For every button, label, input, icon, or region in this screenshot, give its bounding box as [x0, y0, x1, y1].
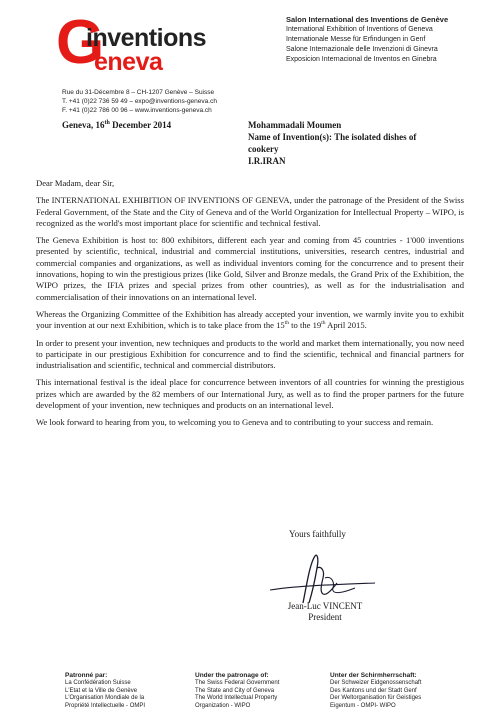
- title-line-es: Exposicion Internacional de Inventos en Ginebra: [286, 56, 437, 63]
- exhibition-titles: [286, 15, 448, 65]
- inventions-geneva-logo: [56, 8, 256, 77]
- letter-date: Geneva, 16th December 2014: [62, 120, 172, 130]
- paragraph-1: The INTERNATIONAL EXHIBITION OF INVENTIONS OF GENEVA, under the patronage of the President of the Swiss Federal Government, of the State and the City of Geneva and of the World Organization for Intellectual Property – WIPO, is recognized as the world's most important place for scientific and technical festival.: [36, 195, 464, 228]
- paragraph-4: In order to present your invention, new techniques and products to the world and market them internationally, you now need to participate in our prestigious Exhibition for concurrence and to find the scientific, technical and financial partners for industrialisation and scientific, technical and commercial distributors.: [36, 337, 464, 371]
- paragraph-5: This international festival is the ideal place for concurrence between inventors of all countries for winning the prestigious prizes which are awarded by the 82 members of our International Jury, as well as to find the proper partners for the future development of your invention, new techniques and products on an international level.: [36, 377, 464, 411]
- signer-name: Jean-Luc VINCENT: [287, 601, 363, 611]
- footer-patronage-de: Unter der Schirmherrschaft: Der Schweizer Eidgenossenschaft Des Kantons und der Stadt Genf Der Weltorganisation für Geistiges Eigentum - OMPI- WIPO: [330, 672, 422, 710]
- logo-word-inventions: inventions: [86, 24, 207, 52]
- footer-patronage-en: Under the patronage of: The Swiss Federal Government The State and City of Geneva The World Intellectual Property Organization - WIPO: [195, 672, 280, 710]
- salon-title: Salon International des Inventions de Genève: [286, 15, 449, 24]
- title-line-de: Internationale Messe für Erfindungen in Genf: [286, 36, 426, 43]
- footer-fr-heading: Patronné par:: [65, 672, 108, 679]
- street-address: Rue du 31-Décembre 8 – CH-1207 Genève – Suisse: [62, 89, 215, 96]
- letter-body: [36, 178, 464, 435]
- footer-de-heading: Unter der Schirmherrschaft:: [330, 672, 417, 679]
- logo-letter-g: G: [56, 8, 105, 77]
- invention-name-line1: Name of Invention(s): The isolated dishes of: [248, 132, 417, 142]
- title-line-en: International Exhibition of Inventions of Geneva: [286, 26, 433, 33]
- invention-name-line2: cookery: [248, 144, 279, 154]
- recipient-country: I.R.IRAN: [248, 156, 286, 166]
- handwritten-signature: [265, 548, 385, 608]
- paragraph-3: Whereas the Organizing Committee of the Exhibition has already accepted your invention, we warmly invite you to exhibit your invention at our next Exhibition, which is to take place from the 15th to the 19th April 2015.: [36, 308, 464, 331]
- closing-phrase: Yours faithfully: [289, 529, 346, 539]
- contact-address: [62, 88, 217, 115]
- paragraph-2: The Geneva Exhibition is host to: 800 exhibitors, different each year and coming from 45 countries - 1'000 inventions presented by scientific, technical, industrial and commercial institutions, universities, research centres, industrial and commercial companies and organizations, as well as individual inventors coming for the concurrence and to present their innovations, hoping to win the prestigious prizes (like Gold, Silver and Bronze medals, the Grand Prix of the Exhibition, the WIPO prizes, the IFIA prizes and special prizes from other countries), as well as for the industrialisation and commercialisation of their innovations on an international level.: [36, 235, 464, 302]
- footer-patronage-fr: Patronné par: La Confédération Suisse L'Etat et la Ville de Genève L'Organisation Mondiale de la Propriété Intellectuelle - OMPI: [65, 672, 146, 710]
- logo-word-eneva: eneva: [94, 48, 163, 76]
- recipient-block: [248, 119, 416, 167]
- fax-website: F. +41 (0)22 786 00 96 – www.inventions-geneva.ch: [62, 107, 212, 114]
- recipient-name: Mohammadali Moumen: [248, 120, 342, 130]
- salutation: Dear Madam, dear Sir,: [36, 178, 115, 188]
- title-line-it: Salone Internazionale delle Invenzioni di Ginevra: [286, 46, 438, 53]
- signer-title: President: [308, 612, 342, 622]
- footer-en-heading: Under the patronage of:: [195, 672, 269, 679]
- phone-email: T. +41 (0)22 736 59 49 – expo@inventions-geneva.ch: [62, 98, 217, 105]
- paragraph-6: We look forward to hearing from you, to welcoming you to Geneva and to contributing to your success and remain.: [36, 417, 434, 428]
- signer-block: [265, 601, 385, 623]
